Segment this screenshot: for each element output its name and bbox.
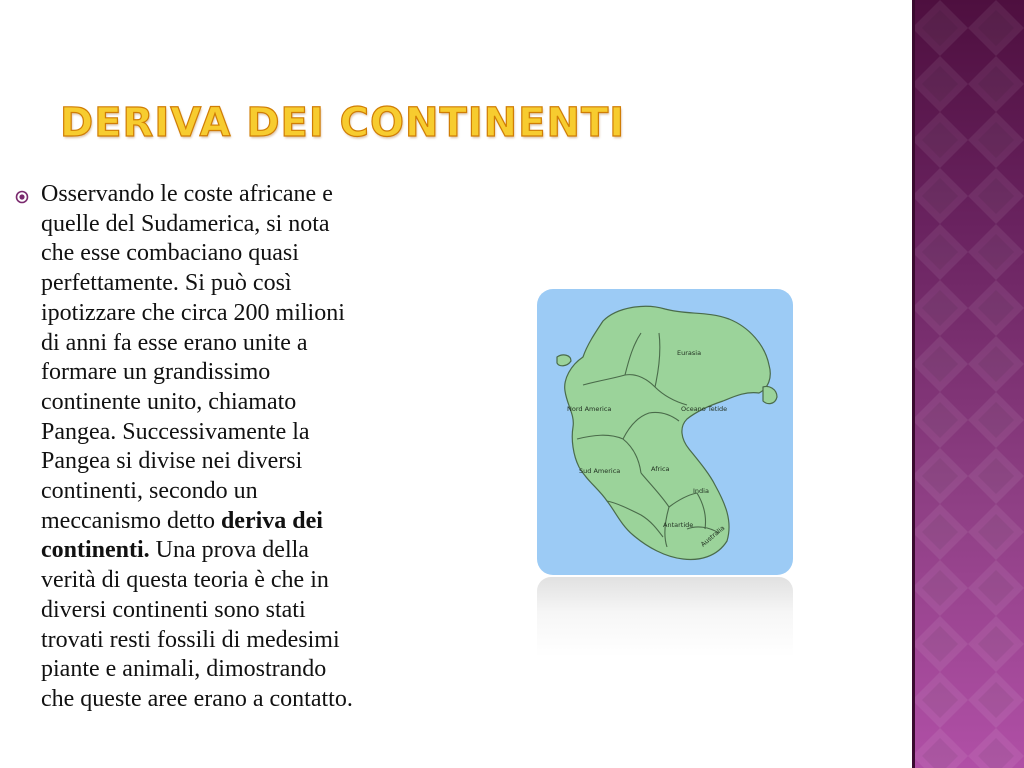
map-label-africa: Africa [651,465,670,473]
map-reflection [537,577,793,657]
body-line: perfettamente. Si può così [41,270,292,297]
body-line: formare un grandissimo [41,359,271,386]
map-label-north-america: Nord America [567,405,612,413]
body-line [41,507,501,537]
map-label-eurasia: Eurasia [677,349,702,357]
emphasis-term: continenti. [41,537,150,564]
body-line: continente unito, chiamato [41,388,297,415]
emphasis-term: deriva dei [220,507,323,534]
body-line: trovati resti fossili di medesimi [41,626,340,653]
body-line: Pangea si divise nei diversi [41,448,303,475]
body-line: Pangea. Successivamente la [41,418,310,445]
body-line: di anni fa esse erano unite a [41,329,308,356]
body-line: verità di questa teoria è che in [41,567,329,594]
body-text-segment: meccanismo detto [41,507,221,534]
body-line: Osservando le coste africane e [41,181,333,207]
body-line: continenti, secondo un [41,478,258,505]
pangea-map [537,289,793,575]
map-label-ocean: Oceano Tetide [681,405,728,413]
circle-dot-icon [15,190,29,204]
body-line: quelle del Sudamerica, si nota [41,210,330,237]
body-text-segment: Una prova della [149,537,309,564]
map-label-south-america: Sud America [579,467,621,475]
slide-title: DERIVA DEI CONTINENTI [60,100,626,146]
body-line [41,536,501,566]
map-label-india: India [693,487,709,495]
map-label-australia: Australia [699,523,727,549]
body-line: diversi continenti sono stati [41,596,306,623]
body-line: che esse combaciano quasi [41,240,299,267]
map-label-antarctica: Antartide [663,521,694,529]
body-text [41,180,501,715]
body-line: piante e animali, dimostrando [41,656,327,683]
body-line: ipotizzare che circa 200 milioni [41,299,345,326]
body-line: che queste aree erano a contatto. [41,685,353,712]
island [557,355,571,366]
decorative-sidebar [912,0,1024,768]
